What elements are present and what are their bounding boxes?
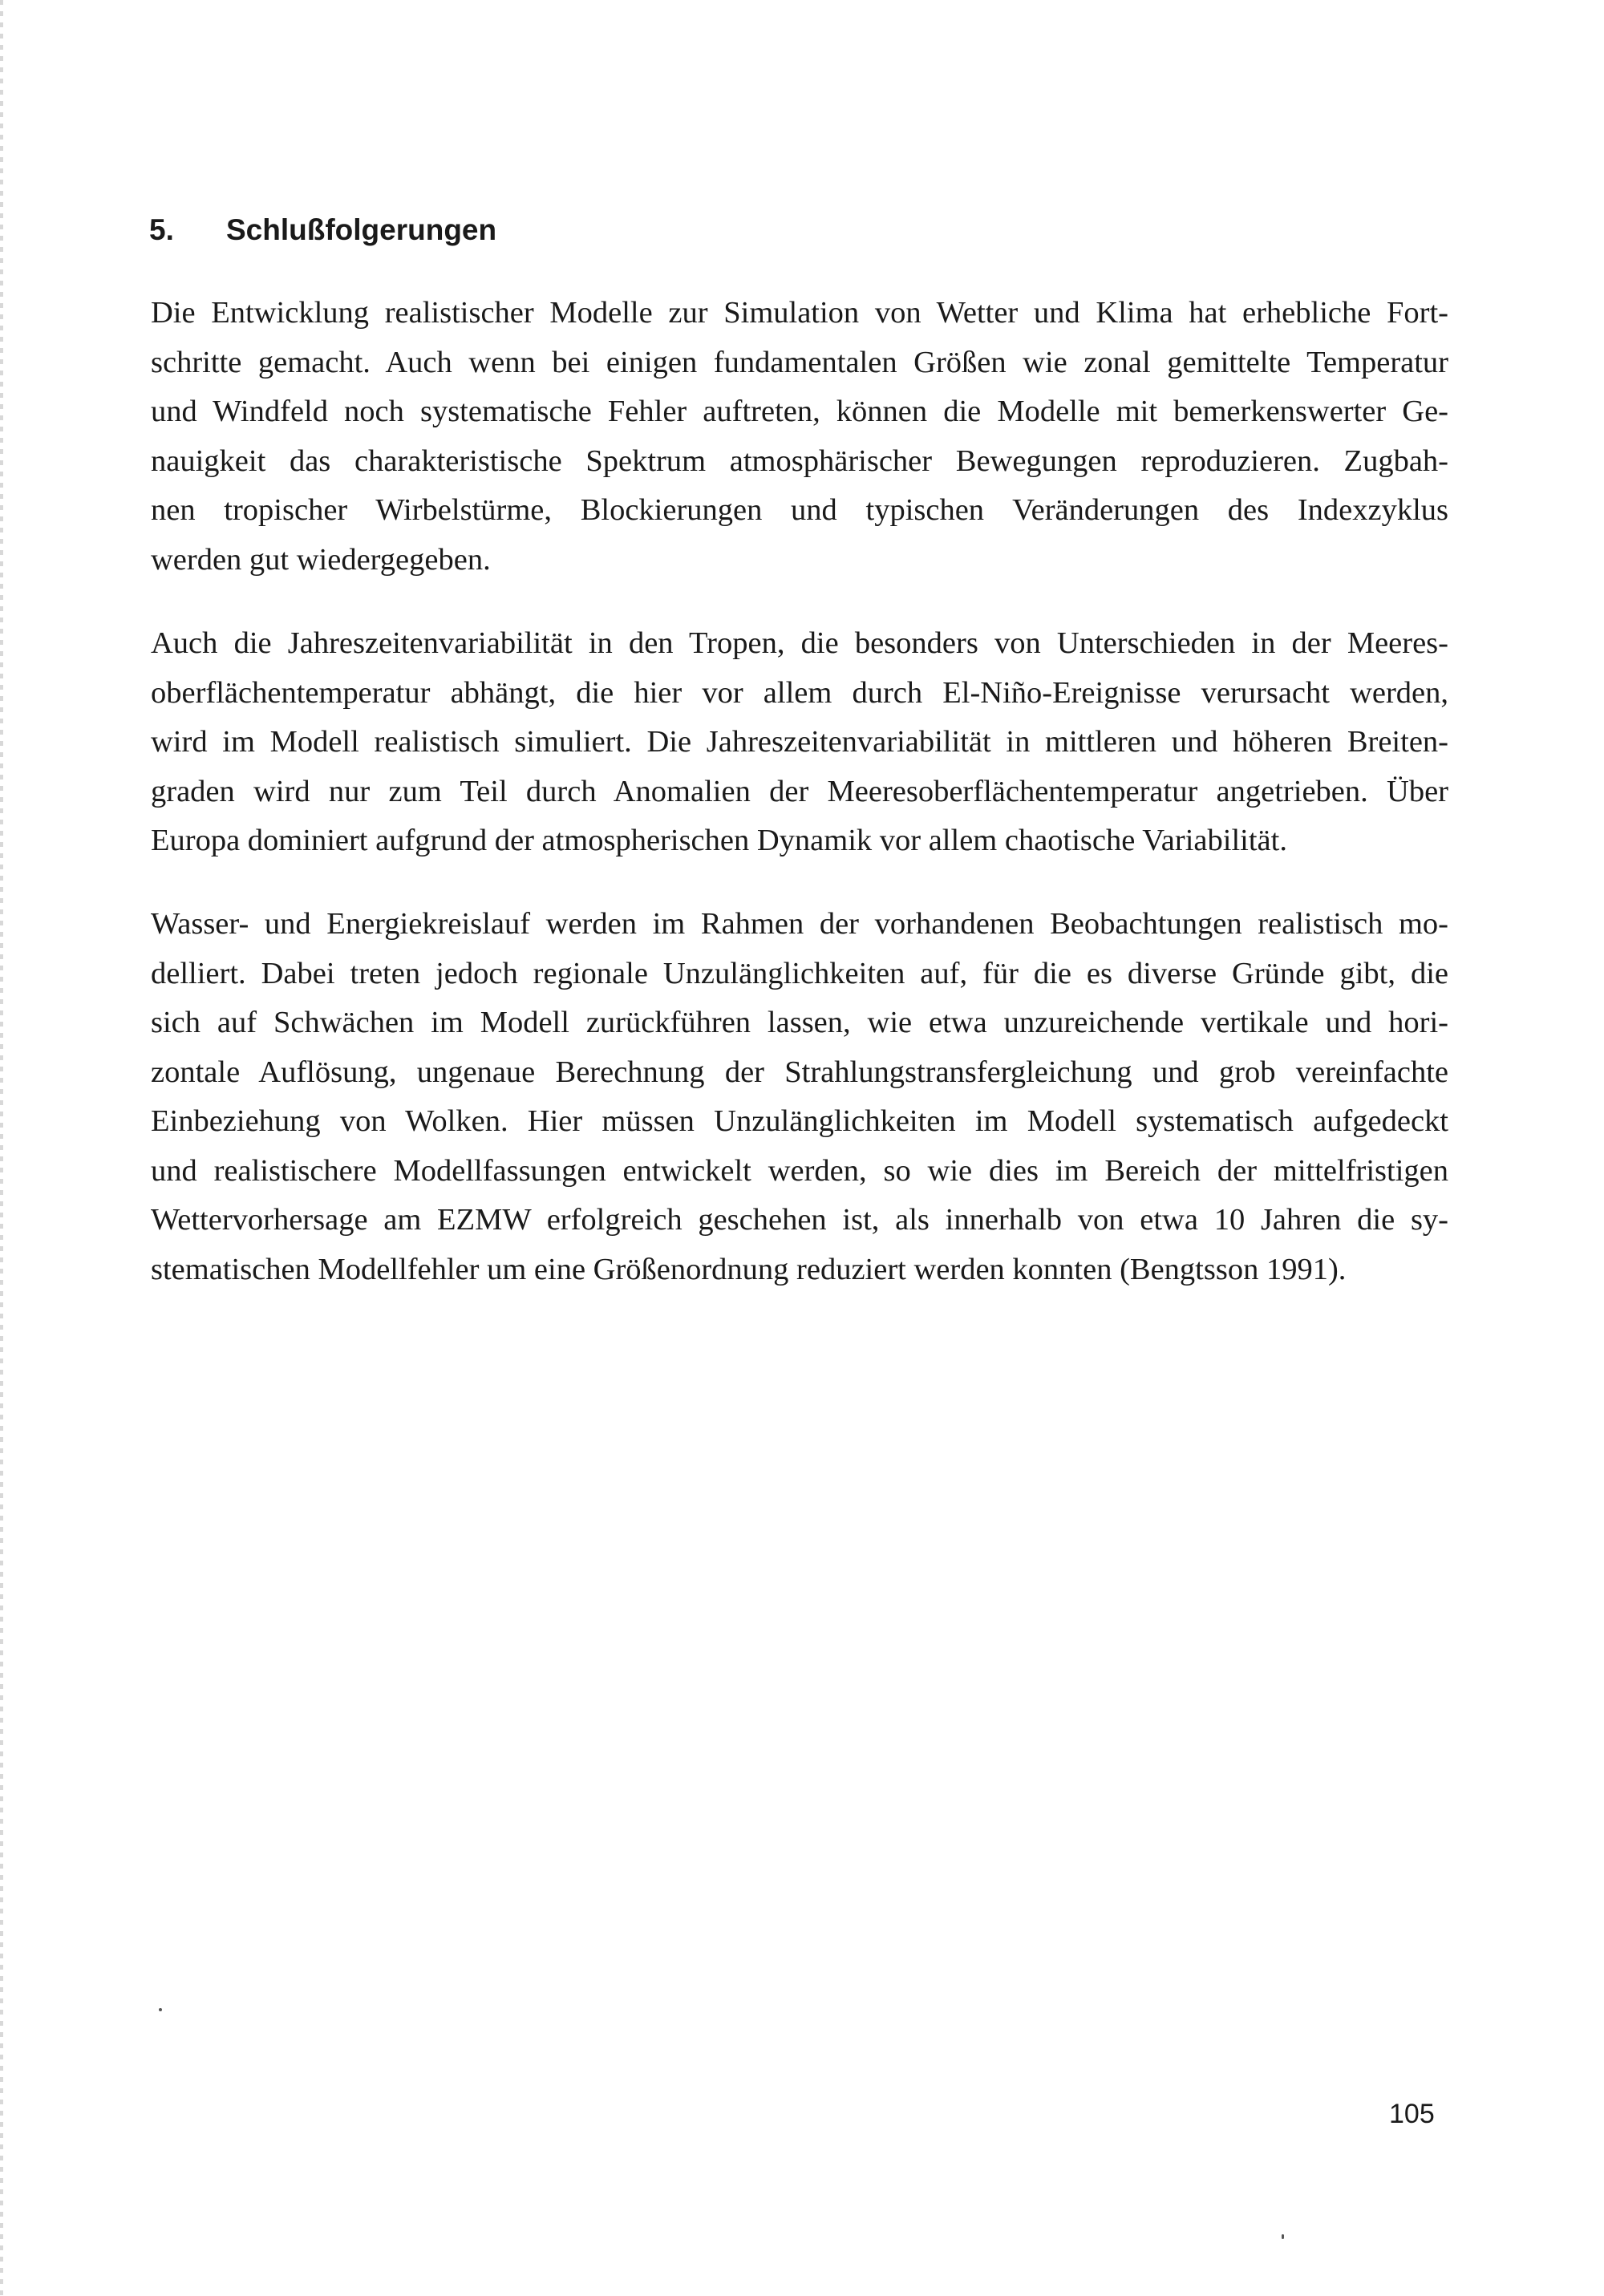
- paragraph-2: [151, 619, 1448, 866]
- text-line: nen tropischer Wirbelstürme, Blockierungen und typischen Veränderungen des Indexzyklus: [151, 493, 1448, 527]
- text-line: und realistischere Modellfassungen entwickelt werden, so wie dies im Bereich der mittelfristigen: [151, 1153, 1448, 1188]
- text-line: delliert. Dabei treten jedoch regionale Unzulänglichkeiten auf, für die es diverse Gründe gibt, die: [151, 956, 1448, 990]
- text-line: Auch die Jahreszeitenvariabilität in den Tropen, die besonders von Unterschieden in der Meeres-: [151, 626, 1448, 660]
- scan-edge-artifact: [0, 0, 3, 2296]
- text-line: Wettervorhersage am EZMW erfolgreich geschehen ist, als innerhalb von etwa 10 Jahren die sy-: [151, 1203, 1448, 1237]
- section-number: 5.: [149, 213, 174, 246]
- text-line: Einbeziehung von Wolken. Hier müssen Unzulänglichkeiten im Modell systematisch aufgedeckt: [151, 1104, 1448, 1138]
- text-line: und Windfeld noch systematische Fehler auftreten, können die Modelle mit bemerkenswerter Ge-: [151, 395, 1448, 428]
- section-heading: [149, 210, 496, 250]
- text-line: Europa dominiert aufgrund der atmospherischen Dynamik vor allem chaotische Variabilität.: [151, 824, 1287, 857]
- text-line: Die Entwicklung realistischer Modelle zur Simulation von Wetter und Klima hat erhebliche Fort-: [151, 296, 1448, 330]
- scan-speck: [1282, 2234, 1284, 2239]
- text-line: graden wird nur zum Teil durch Anomalien der Meeresoberflächentemperatur angetrieben. Über: [151, 774, 1448, 808]
- text-line: stematischen Modellfehler um eine Größenordnung reduziert werden konnten (Bengtsson 1991).: [151, 1252, 1347, 1286]
- paragraph-1: [151, 289, 1448, 585]
- section-title: Schlußfolgerungen: [226, 213, 497, 246]
- text-line: schritte gemacht. Auch wenn bei einigen fundamentalen Größen wie zonal gemittelte Temperatur: [151, 345, 1448, 379]
- text-line: Wasser- und Energiekreislauf werden im Rahmen der vorhandenen Beobachtungen realistisch mo-: [151, 907, 1448, 941]
- text-line: werden gut wiedergegeben.: [151, 542, 491, 577]
- text-line: nauigkeit das charakteristische Spektrum atmosphärischer Bewegungen reproduzieren. Zugbah-: [151, 443, 1448, 478]
- scan-speck: [159, 2008, 162, 2011]
- text-line: wird im Modell realistisch simuliert. Die Jahreszeitenvariabilität in mittleren und höheren Breiten-: [151, 725, 1448, 759]
- text-line: oberflächentemperatur abhängt, die hier vor allem durch El-Niño-Ereignisse verursacht werden,: [151, 675, 1448, 710]
- page-number: 105: [1389, 2099, 1435, 2129]
- text-line: sich auf Schwächen im Modell zurückführen lassen, wie etwa unzureichende vertikale und hori-: [151, 1006, 1448, 1039]
- text-line: zontale Auflösung, ungenaue Berechnung der Strahlungstransfergleichung und grob vereinfachte: [151, 1055, 1448, 1089]
- paragraph-3: [151, 900, 1448, 1294]
